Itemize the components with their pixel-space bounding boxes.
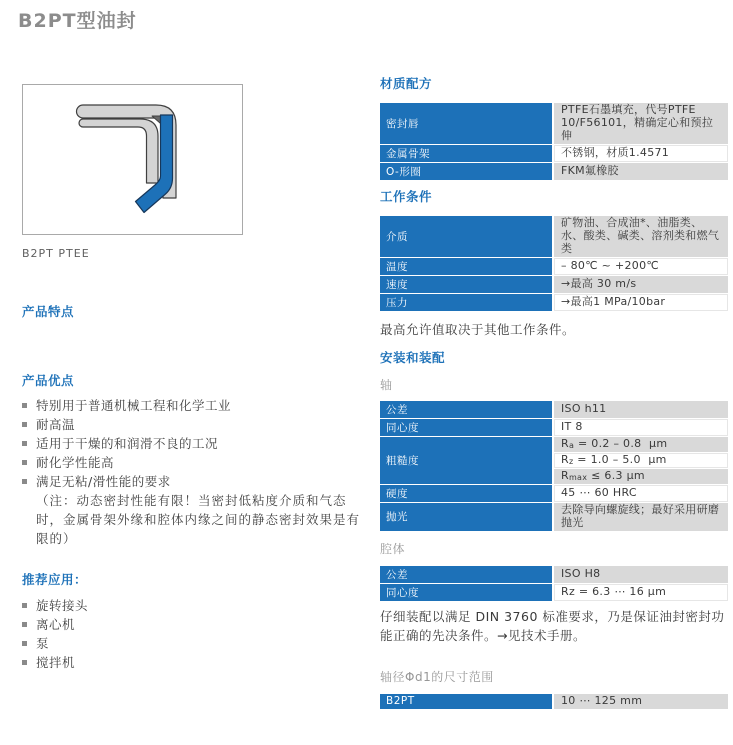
page-title: B2PT型油封 bbox=[18, 10, 137, 32]
row-value bbox=[554, 453, 728, 468]
row-label: 硬度 bbox=[380, 485, 552, 502]
list-item bbox=[22, 396, 370, 415]
roughness-symbol: R bbox=[561, 437, 569, 450]
row-label: 密封唇 bbox=[380, 103, 552, 144]
roughness-range: = 0.2 – 0.8 μm bbox=[574, 437, 668, 450]
bullet-square-icon bbox=[22, 603, 27, 608]
conditions-section bbox=[380, 187, 733, 339]
list-item-label: 耐化学性能高 bbox=[36, 455, 115, 470]
table-row bbox=[380, 276, 728, 293]
table-row-roughness bbox=[380, 437, 728, 484]
row-value: – 80℃ ~ +200℃ bbox=[554, 258, 728, 275]
row-value: →最高 30 m/s bbox=[554, 276, 728, 293]
row-label: 温度 bbox=[380, 258, 552, 275]
applications-list bbox=[22, 596, 370, 672]
row-label: 同心度 bbox=[380, 584, 552, 601]
bullet-square-icon bbox=[22, 660, 27, 665]
housing-note: 仔细装配以满足 DIN 3760 标准要求，乃是保证油封密封功能正确的先决条件。→见技术手册。 bbox=[380, 609, 725, 643]
housing-section bbox=[380, 540, 733, 645]
conditions-note: 最高允许值取决于其他工作条件。 bbox=[380, 321, 576, 337]
seal-cross-section-figure bbox=[22, 84, 243, 235]
list-item bbox=[22, 653, 370, 672]
row-value: Rz = 6.3 ⋯ 16 μm bbox=[554, 584, 728, 601]
row-value: 45 ⋯ 60 HRC bbox=[554, 485, 728, 502]
list-item bbox=[22, 434, 370, 453]
bullet-square-icon bbox=[22, 622, 27, 627]
row-label: 速度 bbox=[380, 276, 552, 293]
size-range-section bbox=[380, 668, 733, 710]
row-value bbox=[554, 437, 728, 452]
applications-heading: 推荐应用： bbox=[22, 572, 88, 587]
table-row bbox=[380, 145, 728, 162]
row-value bbox=[554, 469, 728, 484]
roughness-symbol: R bbox=[561, 452, 569, 466]
row-value: ISO H8 bbox=[554, 566, 728, 583]
row-label: 金属骨架 bbox=[380, 145, 552, 162]
roughness-range: ≤ 6.3 μm bbox=[587, 468, 645, 482]
row-label: 公差 bbox=[380, 566, 552, 583]
seal-diagram-drawing bbox=[23, 85, 242, 234]
advantages-list bbox=[22, 396, 370, 548]
material-heading: 材质配方 bbox=[380, 76, 433, 91]
material-section bbox=[380, 74, 733, 181]
row-label: 介质 bbox=[380, 216, 552, 257]
bullet-square-icon bbox=[22, 641, 27, 646]
row-label: 公差 bbox=[380, 401, 552, 418]
roughness-values bbox=[554, 437, 728, 484]
table-row bbox=[380, 694, 728, 709]
row-value: PTFE石墨填充，代号PTFE 10/F56101，精确定心和预拉伸 bbox=[554, 103, 728, 144]
features-heading: 产品特点 bbox=[22, 304, 75, 319]
row-label: B2PT bbox=[380, 694, 552, 709]
mounting-heading: 安装和装配 bbox=[380, 350, 446, 365]
list-item bbox=[22, 596, 370, 615]
row-value: IT 8 bbox=[554, 419, 728, 436]
advantages-heading: 产品优点 bbox=[22, 373, 75, 388]
list-item-label: 满足无粘/滑性能的要求 bbox=[36, 474, 171, 489]
row-label: 粗糙度 bbox=[380, 437, 552, 484]
applications-section bbox=[22, 570, 370, 672]
row-value: 不锈钢，材质1.4571 bbox=[554, 145, 728, 162]
roughness-subscript: a bbox=[568, 440, 575, 450]
list-item-label: 耐高温 bbox=[36, 417, 76, 432]
roughness-range: = 1.0 – 5.0 μm bbox=[573, 452, 667, 466]
table-row bbox=[380, 294, 728, 311]
list-item bbox=[22, 415, 370, 434]
list-item bbox=[22, 634, 370, 653]
housing-table bbox=[380, 566, 728, 601]
table-row bbox=[380, 103, 728, 144]
table-row bbox=[380, 419, 728, 436]
table-row bbox=[380, 216, 728, 257]
row-label: 同心度 bbox=[380, 419, 552, 436]
shaft-table bbox=[380, 401, 728, 531]
row-value: 10 ⋯ 125 mm bbox=[554, 694, 728, 709]
table-row bbox=[380, 163, 728, 180]
advantage-note: （注：动态密封性能有限！当密封低粘度介质和气态时，金属骨架外缘和腔体内缘之间的静态密封效果是有限的） bbox=[36, 493, 361, 546]
list-item-label: 旋转接头 bbox=[36, 598, 89, 613]
material-table bbox=[380, 103, 728, 180]
advantages-section bbox=[22, 371, 370, 548]
list-item bbox=[22, 472, 370, 548]
roughness-subscript: z bbox=[568, 456, 574, 466]
bullet-square-icon bbox=[22, 441, 27, 446]
row-value: FKM氟橡胶 bbox=[554, 163, 728, 180]
table-row bbox=[380, 258, 728, 275]
row-value: ISO h11 bbox=[554, 401, 728, 418]
bullet-square-icon bbox=[22, 422, 27, 427]
roughness-symbol: R bbox=[561, 468, 569, 482]
list-item bbox=[22, 453, 370, 472]
row-label: 压力 bbox=[380, 294, 552, 311]
bullet-square-icon bbox=[22, 479, 27, 484]
conditions-table bbox=[380, 216, 728, 311]
mounting-section bbox=[380, 348, 733, 532]
shaft-subheading: 轴 bbox=[380, 378, 393, 392]
row-label: 抛光 bbox=[380, 503, 552, 531]
size-range-subheading: 轴径Φd1的尺寸范围 bbox=[380, 670, 494, 684]
list-item-label: 搅拌机 bbox=[36, 655, 76, 670]
table-row bbox=[380, 584, 728, 601]
figure-caption: B2PT PTEE bbox=[22, 247, 90, 260]
table-row bbox=[380, 485, 728, 502]
roughness-subscript: max bbox=[568, 472, 588, 482]
list-item-label: 离心机 bbox=[36, 617, 76, 632]
housing-subheading: 腔体 bbox=[380, 542, 406, 556]
list-item-label: 适用于干燥的和润滑不良的工况 bbox=[36, 436, 219, 451]
size-range-table bbox=[380, 694, 728, 709]
list-item bbox=[22, 615, 370, 634]
row-label: O-形圈 bbox=[380, 163, 552, 180]
conditions-heading: 工作条件 bbox=[380, 189, 433, 204]
row-value: 矿物油、合成油*、油脂类、水、酸类、碱类、溶剂类和燃气类 bbox=[554, 216, 728, 257]
inner-case-shape bbox=[79, 119, 158, 183]
bullet-square-icon bbox=[22, 403, 27, 408]
list-item-label: 泵 bbox=[36, 636, 50, 651]
table-row bbox=[380, 566, 728, 583]
table-row bbox=[380, 401, 728, 418]
row-value: →最高1 MPa/10bar bbox=[554, 294, 728, 311]
list-item-label: 特别用于普通机械工程和化学工业 bbox=[36, 398, 232, 413]
table-row bbox=[380, 503, 728, 531]
bullet-square-icon bbox=[22, 460, 27, 465]
row-value: 去除导向螺旋线；最好采用研磨抛光 bbox=[554, 503, 728, 531]
